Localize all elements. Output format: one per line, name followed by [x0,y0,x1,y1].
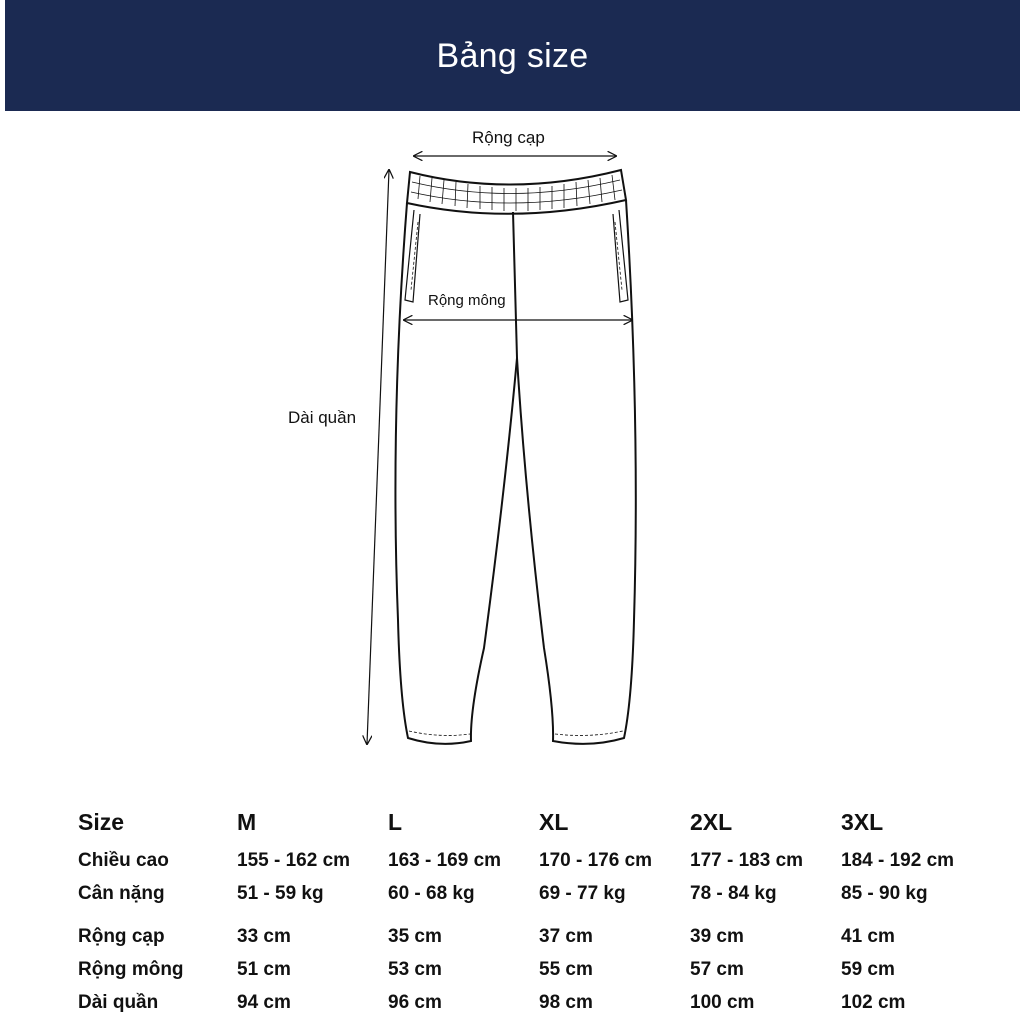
pants-outline [395,170,635,744]
header-cell-size: Size [78,808,125,835]
table-cell: 39 cm [690,925,744,947]
table-cell: 100 cm [690,991,755,1013]
table-cell: 78 - 84 kg [690,882,777,904]
pants-diagram [0,111,1024,771]
row-label: Rộng mông [78,958,184,980]
hip-label: Rộng mông [428,292,506,309]
header-cell-m: M [237,808,257,835]
row-spacer [78,910,992,920]
waist-label: Rộng cạp [472,128,545,147]
table-cell: 35 cm [388,925,442,947]
waistband-ribbing [411,175,622,211]
table-cell: 163 - 169 cm [388,849,502,871]
table-cell: 60 - 68 kg [388,882,475,904]
table-cell: 69 - 77 kg [539,882,626,904]
table-cell: 41 cm [841,925,895,947]
table-cell: 37 cm [539,925,593,947]
page-title: Bảng size [436,37,589,75]
header-cell-xl: XL [539,808,569,835]
table-row [78,953,992,986]
table-row [78,986,992,1019]
row-label: Rộng cạp [78,925,165,947]
table-cell: 184 - 192 cm [841,849,955,871]
table-row [78,920,992,953]
row-label: Dài quần [78,991,159,1013]
table-cell: 85 - 90 kg [841,882,928,904]
table-header-row [78,800,992,844]
pocket-stitching [405,210,628,302]
table-cell: 155 - 162 cm [237,849,351,871]
table-cell: 57 cm [690,958,744,980]
header-cell-l: L [388,808,403,835]
header-banner [5,0,1020,111]
header-cell-3xl: 3XL [841,808,884,835]
table-cell: 59 cm [841,958,895,980]
table-cell: 96 cm [388,991,442,1013]
cuff-stitching [409,731,623,735]
length-arrow [367,170,389,744]
table-cell: 177 - 183 cm [690,849,804,871]
table-cell: 98 cm [539,991,593,1013]
table-row [78,877,992,910]
table-cell: 33 cm [237,925,291,947]
table-cell: 51 cm [237,958,291,980]
pants-illustration [0,111,1024,771]
size-table [78,800,992,1019]
table-cell: 51 - 59 kg [237,882,324,904]
length-label: Dài quần [288,408,357,427]
row-label: Cân nặng [78,882,165,904]
row-label: Chiều cao [78,849,169,871]
table-cell: 94 cm [237,991,291,1013]
table-row [78,844,992,877]
table-cell: 102 cm [841,991,906,1013]
table-cell: 55 cm [539,958,593,980]
header-cell-2xl: 2XL [690,808,733,835]
table-cell: 53 cm [388,958,442,980]
table-cell: 170 - 176 cm [539,849,653,871]
